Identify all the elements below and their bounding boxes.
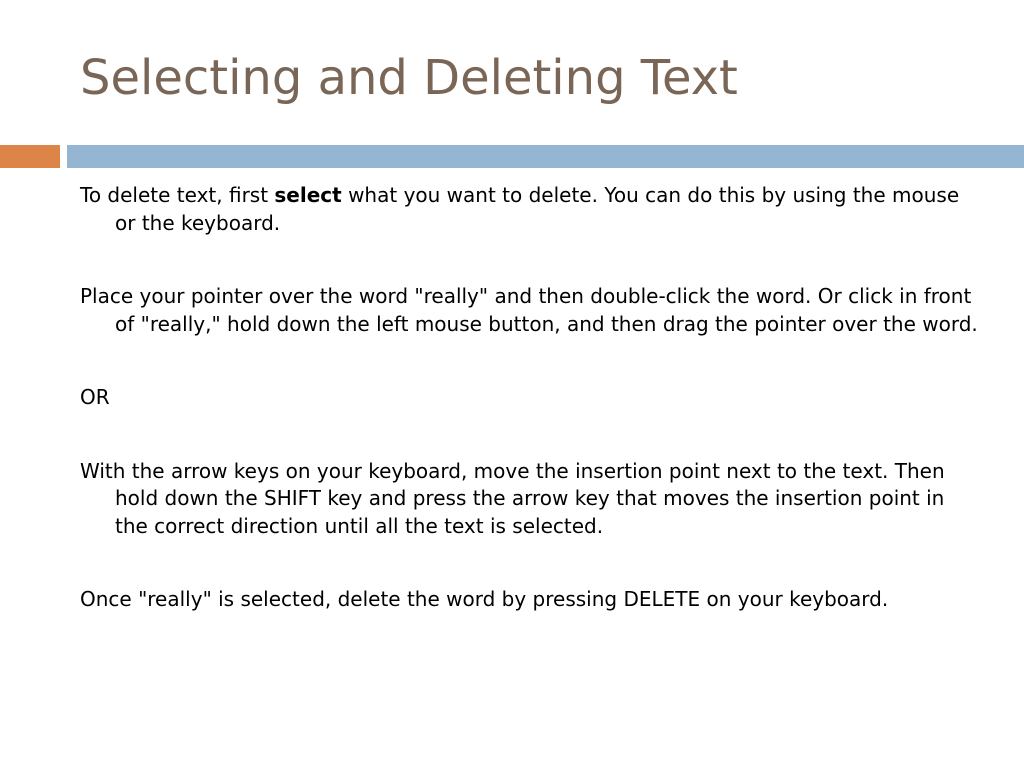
paragraph-keyboard-method: With the arrow keys on your keyboard, move the insertion point next to the text. Then hold down the SHIFT key and press the arrow key that moves the insertion point in the correct direction until all the text is selected. xyxy=(80,458,945,538)
accent-bar-orange xyxy=(0,145,60,168)
paragraph-select-intro-bold: select xyxy=(274,183,342,207)
paragraph-select-intro xyxy=(80,182,980,237)
paragraph-select-intro-after: what you want to delete. You can do this by using the mouse or the keyboard. xyxy=(115,183,960,235)
paragraph-select-intro-before: To delete text, first xyxy=(80,183,275,207)
slide-title: Selecting and Deleting Text xyxy=(80,50,738,106)
slide-body xyxy=(80,182,980,660)
paragraph-or: OR xyxy=(80,385,110,409)
paragraph-mouse-method: Place your pointer over the word "really" and then double-click the word. Or click in front of "really," hold down the left mouse button, and then drag the pointer over the word. xyxy=(80,284,978,336)
accent-bar-blue xyxy=(67,145,1024,168)
paragraph-delete-step: Once "really" is selected, delete the word by pressing DELETE on your keyboard. xyxy=(80,587,889,611)
